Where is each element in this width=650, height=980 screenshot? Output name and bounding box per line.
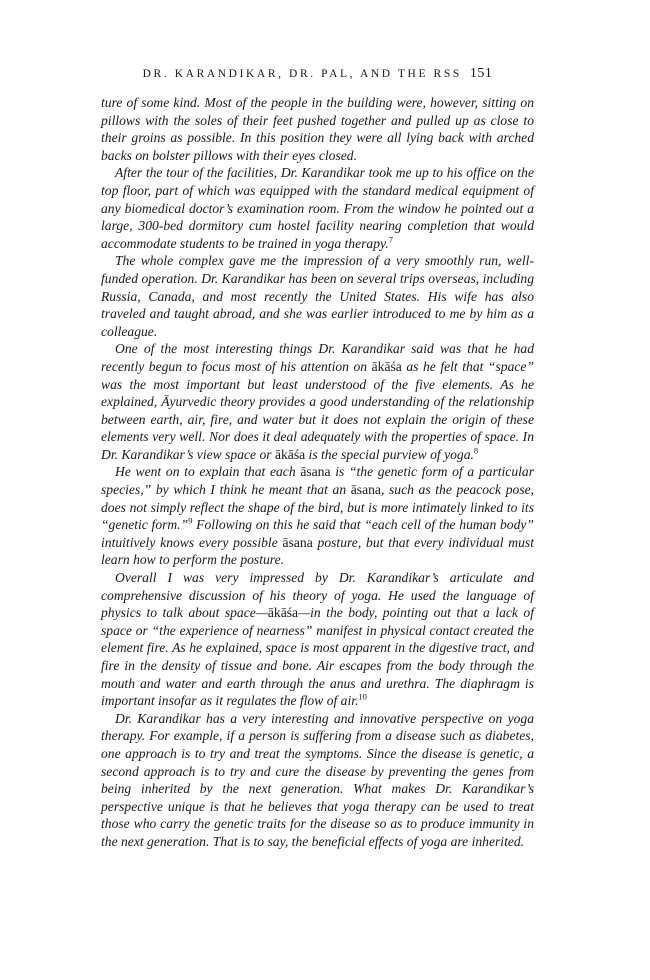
text-run: posture, but that every individual must learn how to perform the posture. <box>101 534 534 568</box>
paragraph-7 <box>101 710 534 851</box>
body-text <box>101 94 534 851</box>
sanskrit-term-asana: āsana <box>300 464 331 480</box>
paragraph-5 <box>101 463 534 569</box>
text-run: Dr. Karandikar has a very interesting and innovative perspective on yoga therapy. For example, if a person is suffering from a disease such as diabetes, one approach is to try and treat the symptoms. Since the disease is genetic, a second approach is to try and cure the disease by preventing the genes from being inherited by the next generation. What makes Dr. Karandikar’s perspective unique is that he believes that yoga therapy can be used to treat those who carry the genetic traits for the disease so as to produce immunity in the next generation. That is to say, the beneficial effects of yoga are inherited. <box>101 710 534 849</box>
paragraph-3 <box>101 252 534 340</box>
paragraph-1 <box>101 94 534 164</box>
sanskrit-term-akasa: ākāśa <box>371 358 402 374</box>
footnote-ref-9: 9 <box>188 515 193 526</box>
running-title: DR. KARANDIKAR, DR. PAL, AND THE RSS <box>142 68 462 80</box>
footnote-ref-7: 7 <box>388 234 393 245</box>
paragraph-2 <box>101 164 534 252</box>
sanskrit-term-asana: āsana <box>282 534 313 550</box>
sanskrit-term-akasa: ākāśa <box>267 605 299 621</box>
text-run: is the special purview of yoga. <box>305 446 474 462</box>
text-run: as he felt that “space” was the most important but least understood of the five elements. As he explained, Āyurvedic theory provides a good understanding of the relationship between earth, air, fire, and water but it does not explain the origin of these elements very well. Nor does it deal adequately with the properties of space. In Dr. Karandikar’s view space or <box>101 358 535 462</box>
text-run: is “the genetic form of a particular species,” by which I think he meant that an <box>101 464 534 498</box>
paragraph-4 <box>101 340 534 463</box>
sanskrit-term-akasa: ākāśa <box>274 446 306 462</box>
sanskrit-term-asana: āsana <box>350 482 381 498</box>
text-run: —in the body, pointing out that a lack of space or “the experience of nearness” manifest in physical contact created the element fire. As he explained, space is most apparent in the digestive tract, and fire in the density of tissue and bone. Air escapes from the body through the mouth and water and earth through the anus and urethra. The diaphragm is important insofar as it regulates the flow of air. <box>101 605 534 709</box>
paragraph-6 <box>101 569 534 710</box>
book-page <box>101 60 534 851</box>
text-run: Following on this he said that “each cell of the human body” intuitively knows every possible <box>101 517 534 550</box>
text-run: One of the most interesting things Dr. Karandikar said was that he had recently begun to focus most of his attention on <box>101 341 534 374</box>
text-run: After the tour of the facilities, Dr. Karandikar took me up to his office on the top floor, part of which was equipped with the standard medical equipment of any biomedical doctor’s examination room. From the window he pointed out a large, 300-bed dormitory cum hostel facility nearing completion that would accommodate students to be trained in yoga therapy. <box>101 165 534 251</box>
text-run: He went on to explain that each <box>115 464 301 480</box>
footnote-ref-8: 8 <box>473 445 479 456</box>
text-run: Overall I was very impressed by Dr. Karandikar’s articulate and comprehensive discussion of his theory of yoga. He used the language of physics to talk about space— <box>101 570 534 621</box>
running-head <box>101 60 534 88</box>
text-run: ture of some kind. Most of the people in the building were, however, sitting on pillows with the soles of their feet pushed together and pulled up as close to their groins as possible. In this position they were all lying back with arched backs on bolster pillows with their eyes closed. <box>101 95 534 163</box>
text-run: , such as the peacock pose, does not simply reflect the shape of the bird, but is more intimately linked to its “genetic form.” <box>101 482 535 533</box>
footnote-ref-10: 10 <box>358 691 367 702</box>
page-number: 151 <box>469 66 493 81</box>
text-run: The whole complex gave me the impression of a very smoothly run, well-funded operation. Dr. Karandikar has been on several trips overseas, including Russia, Canada, and most recently the United States. His wife has also traveled and taught abroad, and she was earlier introduced to me by him as a colleague. <box>101 253 534 339</box>
